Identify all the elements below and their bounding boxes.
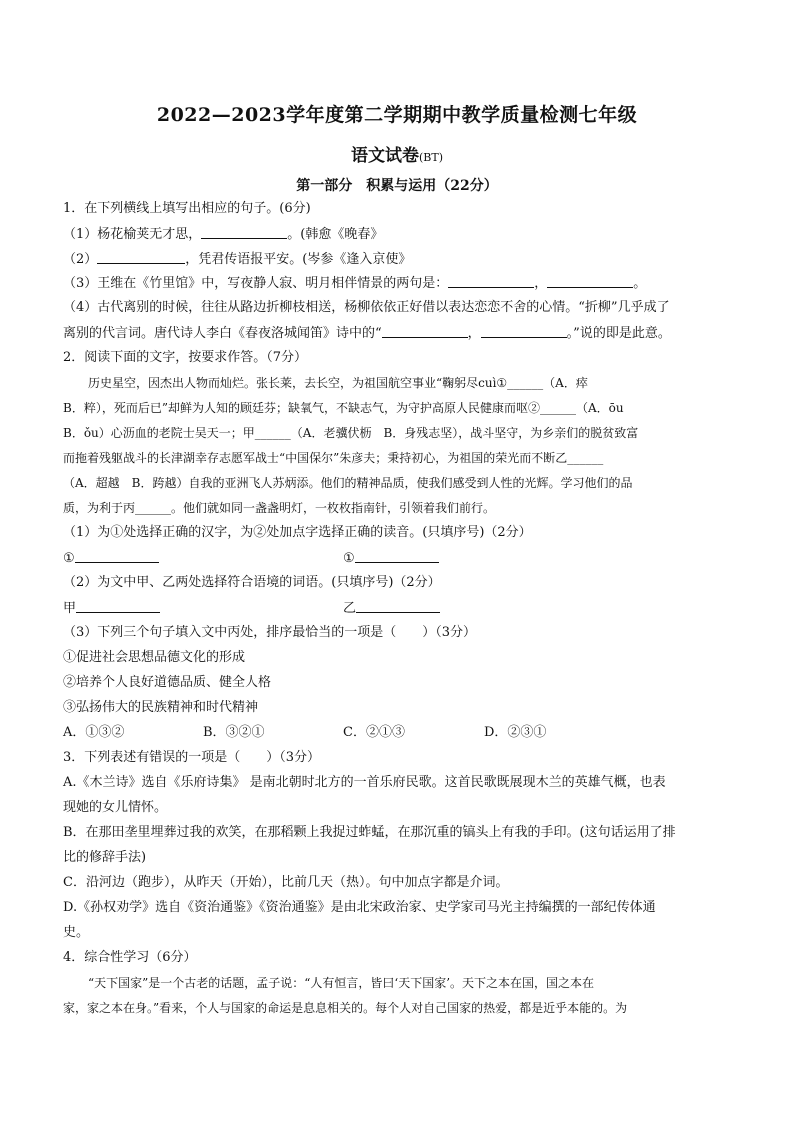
exam-subtitle — [0, 141, 794, 166]
answer-jia — [63, 599, 160, 618]
option-b[interactable]: B．③②① — [203, 725, 265, 740]
section-heading: 第一部分 积累与运用（22分） — [296, 178, 498, 194]
question-2-2: （2）为文中甲、乙两处选择符合语境的词语。(只填序号)（2分） — [63, 575, 441, 590]
question-1-3 — [63, 274, 739, 293]
subtitle-tag: (BT) — [418, 151, 443, 164]
answer-blank[interactable] — [382, 324, 468, 338]
answer-blank[interactable] — [448, 274, 534, 288]
question-1: 1．在下列横线上填写出相应的句子。(6分) — [63, 201, 311, 216]
passage-4-line: “天下国家”是一个古老的话题，孟子说：“人有恒言，皆曰‘天下国家’。天下之本在国，国之本在 — [88, 976, 595, 990]
answer-blank[interactable] — [547, 274, 633, 288]
answer-blank[interactable] — [76, 599, 160, 613]
q3-option-b: B．在那田垄里埋葬过我的欢笑，在那稻颗上我捉过蚱蜢，在那沉重的镐头上有我的手印。(这句话运用了排 — [63, 825, 676, 840]
passage-2-line: B．粹），死而后已”却鲜为人知的顾廷芬；缺氧气，不缺志气，为守护高原人民健康而呕②______（A．ōu — [63, 401, 624, 415]
question-2-1: （1）为①处选择正确的汉字，为②处加点字选择正确的读音。(只填序号)（2分） — [63, 525, 532, 540]
passage-4-line: 家，家之本在身。”看来，个人与国家的命运是息息相关的。每个人对自己国家的热爱，都是近乎本能的。为 — [63, 1001, 628, 1015]
q3-option-d-cont: 史。 — [63, 925, 90, 940]
answer-blank[interactable] — [481, 324, 567, 338]
passage-2-line: 历史星空，因杰出人物而灿烂。张长莱，去长空，为祖国航空事业“鞠躬尽cuì①______（A．瘁 — [88, 376, 588, 390]
q1-3-end: 。 — [633, 276, 647, 291]
answer-blank[interactable] — [97, 250, 185, 264]
q1-3-text: （3）王维在《竹里馆》中，写夜静人寂、明月相伴情景的两句是： — [63, 276, 449, 291]
passage-2-line: （A．超越 B．跨越）自我的亚洲飞人苏炳添。他们的精神品质，使我们感受到人性的光辉。学习他们的品 — [63, 476, 633, 490]
option-d[interactable]: D．②③① — [484, 725, 547, 740]
q1-4-comma: ， — [467, 326, 481, 341]
answer-label: 乙 — [343, 601, 357, 616]
answer-label: ① — [343, 551, 355, 566]
q1-4-end: 。”说的即是此意。 — [566, 326, 671, 341]
answer-1-right — [343, 549, 439, 568]
question-3: 3．下列表述有错误的一项是（ ）（3分） — [63, 750, 321, 765]
passage-2-line: 质，为利于丙______。他们就如同一盏盏明灯，一枚枚指南针，引领着我们前行。 — [63, 501, 496, 515]
option-c[interactable]: C．②①③ — [343, 725, 405, 740]
q3-option-b-cont: 比的修辞手法) — [63, 850, 147, 865]
question-1-1 — [63, 225, 739, 244]
q3-option-c: C．沿河边（跑步），从昨天（开始），比前几天（热）。句中加点字都是介词。 — [63, 875, 509, 890]
answer-1-left — [63, 549, 159, 568]
answer-label: ① — [63, 551, 75, 566]
q1-2-num: （2） — [63, 252, 98, 267]
question-2: 2．阅读下面的文字，按要求作答。（7分） — [63, 350, 308, 365]
answer-blank[interactable] — [355, 549, 439, 563]
q1-4-text: 离别的代言词。唐代诗人李白《春夜洛城闻笛》诗中的“ — [63, 326, 382, 341]
question-2-3: （3）下列三个句子填入文中丙处，排序最恰当的一项是（ ）（3分） — [63, 625, 477, 640]
q3-option-d: D.《孙权劝学》选自《资治通鉴》《资治通鉴》是由北宋政治家、史学家司马光主持编撰的一部纪传体通 — [63, 900, 656, 915]
question-4: 4．综合性学习（6分） — [63, 950, 197, 965]
q1-1-source: 。(韩愈《晚春》 — [287, 227, 384, 242]
answer-blank[interactable] — [75, 549, 159, 563]
q1-1-text: （1）杨花榆荚无才思， — [63, 227, 202, 242]
answer-yi — [343, 599, 440, 618]
passage-2-line: B．ǒu）心沥血的老院士吴天一；甲______（A．老骥伏枥 B．身残志坚），战斗坚守，为乡亲们的脱贫致富 — [63, 426, 639, 440]
question-1-2 — [63, 250, 739, 269]
answer-label: 甲 — [63, 601, 77, 616]
question-1-4: （4）古代离别的时候，往往从路边折柳枝相送，杨柳依依正好借以表达恋恋不舍的心情。“折柳”几乎成了 — [63, 300, 670, 315]
q1-2-text: ，凭君传语报平安。(岑参《逢入京使》 — [185, 252, 412, 267]
option-a[interactable]: A．①③② — [63, 725, 125, 740]
q3-option-a-cont: 现她的女儿情怀。 — [63, 800, 168, 815]
passage-2-line: 而拖着残躯战斗的长津湖幸存志愿军战士“中国保尔”朱彦夫；秉持初心，为祖国的荣光而不断乙______ — [63, 451, 604, 465]
sentence-1: ①促进社会思想品德文化的形成 — [63, 650, 246, 665]
q3-option-a: A.《木兰诗》选自《乐府诗集》 是南北朝时北方的一首乐府民歌。这首民歌既展现木兰的英雄气概，也表 — [63, 775, 666, 790]
subtitle-text: 语文试卷 — [350, 146, 419, 166]
exam-title: 2022—2023学年度第二学期期中教学质量检测七年级 — [156, 104, 638, 126]
sentence-3: ③弘扬伟大的民族精神和时代精神 — [63, 700, 259, 715]
sentence-2: ②培养个人良好道德品质、健全人格 — [63, 675, 272, 690]
question-1-4-cont — [63, 324, 739, 343]
answer-blank[interactable] — [201, 225, 287, 239]
q1-3-comma: ， — [534, 276, 548, 291]
answer-blank[interactable] — [356, 599, 440, 613]
